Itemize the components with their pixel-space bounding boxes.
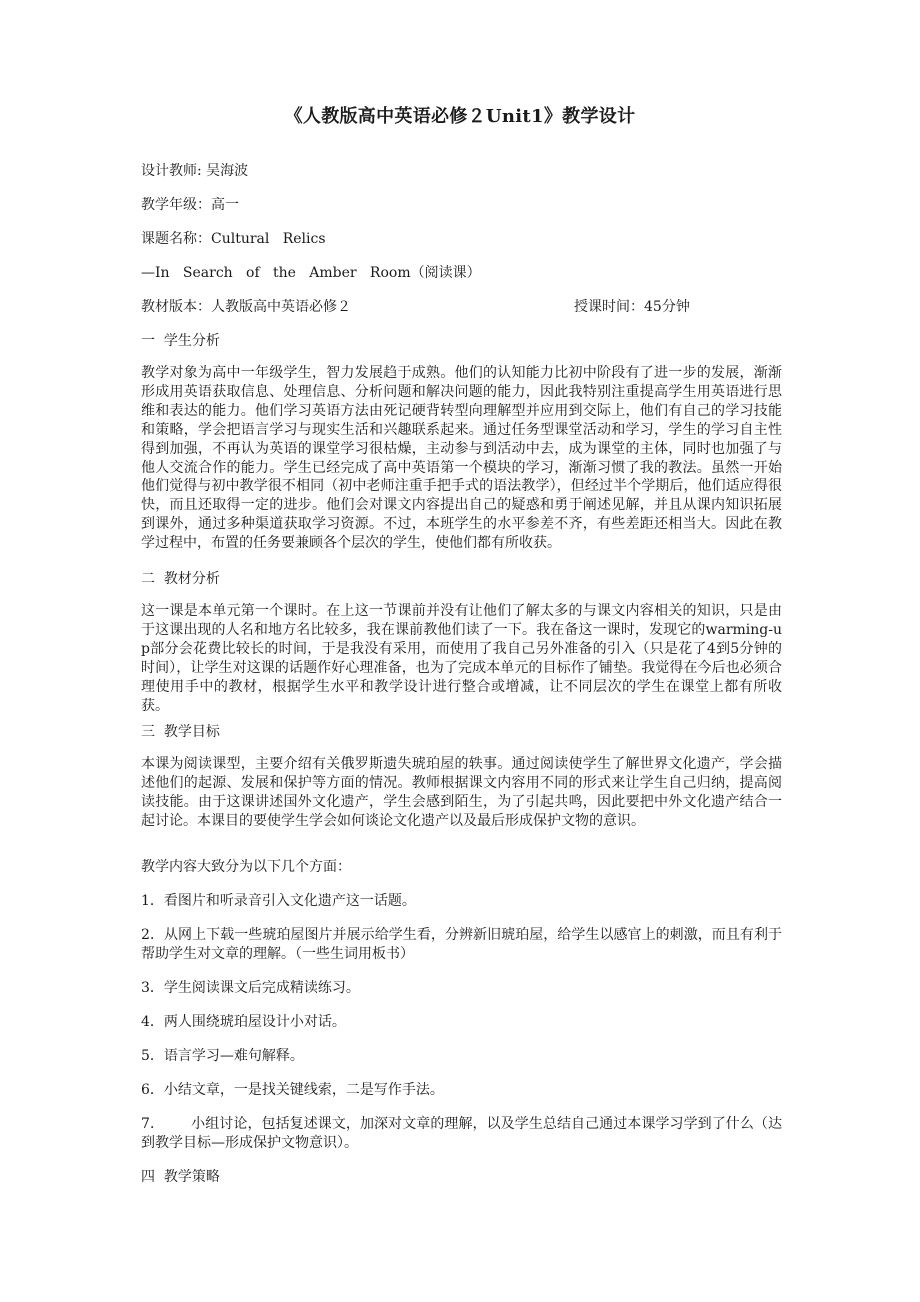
teacher-line: 设计教师: 吴海波 bbox=[141, 163, 249, 179]
list-item: 7． 小组讨论，包括复述课文，加深对文章的理解，以及学生总结自己通过本课学习学到了什么（达到教学目标—形成保护文物意识）。 bbox=[141, 1116, 782, 1151]
edition-line: 教材版本：人教版高中英语必修２ bbox=[141, 299, 351, 315]
list-item: 6．小结文章，一是找关键线索，二是写作手法。 bbox=[141, 1082, 444, 1098]
list-item: 5．语言学习—难句解释。 bbox=[141, 1048, 304, 1064]
teaching-goals-paragraph: 本课为阅读课型，主要介绍有关俄罗斯遗失琥珀屋的轶事。通过阅读使学生了解世界文化遗产，学会描述他们的起源、发展和保护等方面的情况。教师根据课文内容用不同的形式来让学生自己归纳，提高阅读技能。由于这课讲述国外文化遗产，学生会感到陌生，为了引起共鸣，因此要把中外文化遗产结合一起讨论。本课目的要使学生学会如何谈论文化遗产以及最后形成保护文物的意识。 bbox=[141, 756, 782, 829]
section-heading-student-analysis: 一 学生分析 bbox=[141, 333, 220, 349]
list-item: 2．从网上下载一些琥珀屋图片并展示给学生看，分辨新旧琥珀屋，给学生以感官上的刺激，而且有利于帮助学生对文章的理解。（一些生词用板书） bbox=[141, 927, 782, 962]
subtopic-line: —In Search of the Amber Room（阅读课） bbox=[141, 265, 481, 281]
section-heading-teaching-goals: 三 教学目标 bbox=[141, 724, 220, 740]
teaching-content-intro: 教学内容大致分为以下几个方面： bbox=[141, 859, 351, 875]
grade-line: 教学年级：高一 bbox=[141, 197, 239, 213]
material-analysis-paragraph: 这一课是本单元第一个课时。在上这一节课前并没有让他们了解太多的与课文内容相关的知识，只是由于这课出现的人名和地方名比较多，我在课前教他们读了一下。我在备这一课时，发现它的warming-up部分会花费比较长的时间，于是我没有采用，而使用了我自己另外准备的引入（只是花了4到5分钟的时间），让学生对这课的话题作好心理准备，也为了完成本单元的目标作了铺垫。我觉得在今后也必须合理使用手中的教材，根据学生水平和教学设计进行整合或增减，让不同层次的学生在课堂上都有所收获。 bbox=[141, 603, 782, 714]
list-item: 3．学生阅读课文后完成精读练习。 bbox=[141, 980, 360, 996]
class-time-line: 授课时间：45分钟 bbox=[574, 299, 690, 315]
section-heading-material-analysis: 二 教材分析 bbox=[141, 571, 220, 587]
section-heading-teaching-strategy: 四 教学策略 bbox=[141, 1169, 220, 1185]
document-title: 《人教版高中英语必修２Unit1》教学设计 bbox=[284, 106, 636, 127]
topic-line: 课题名称：Cultural Relics bbox=[141, 231, 326, 247]
student-analysis-paragraph: 教学对象为高中一年级学生，智力发展趋于成熟。他们的认知能力比初中阶段有了进一步的发展，渐渐形成用英语获取信息、处理信息、分析问题和解决问题的能力，因此我特别注重提高学生用英语进行思维和表达的能力。他们学习英语方法由死记硬背转型向理解型并应用到交际上，他们有自己的学习技能和策略，学会把语言学习与现实生活和兴趣联系起来。通过任务型课堂活动和学习，学生的学习自主性得到加强，不再认为英语的课堂学习很枯燥，主动参与到活动中去，成为课堂的主体，同时也加强了与他人交流合作的能力。学生已经完成了高中英语第一个模块的学习，渐渐习惯了我的教法。虽然一开始他们觉得与初中教学很不相同（初中老师注重手把手式的语法教学），但经过半个学期后，他们适应得很快，而且还取得一定的进步。他们会对课文内容提出自己的疑惑和勇于阐述见解，并且从课内知识拓展到课外，通过多种渠道获取学习资源。不过，本班学生的水平参差不齐，有些差距还相当大。因此在教学过程中，布置的任务要兼顾各个层次的学生，使他们都有所收获。 bbox=[141, 365, 782, 552]
list-item: 4．两人围绕琥珀屋设计小对话。 bbox=[141, 1014, 346, 1030]
list-item: 1．看图片和听录音引入文化遗产这一话题。 bbox=[141, 893, 416, 909]
